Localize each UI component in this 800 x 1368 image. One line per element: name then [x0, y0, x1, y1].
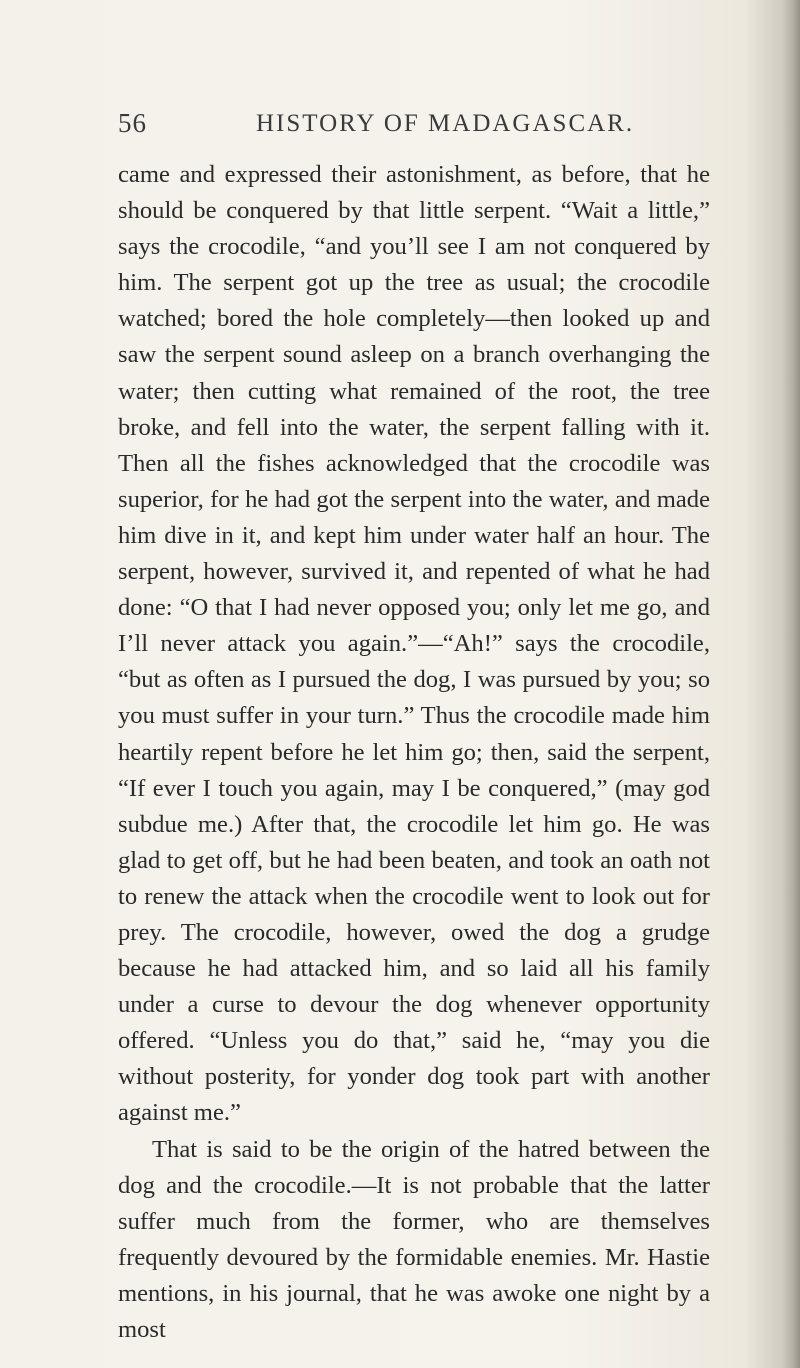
page-edge-shadow: [782, 0, 800, 1368]
running-head-title: HISTORY OF MADAGASCAR.: [256, 110, 635, 137]
paragraph-continued: came and expressed their astonishment, as before, that he should be conquered by that little serpent. “Wait a little,” says the crocodile, “and you’ll see I am not conquered by him. The serpent got up the tree as usual; the crocodile watched; bored the hole completely—then looked up and saw the serpent sound asleep on a branch overhanging the water; then cutting what remained of the root, the tree broke, and fell into the water, the serpent falling with it. Then all the fishes acknowledged that the crocodile was superior, for he had got the serpent into the water, and made him dive in it, and kept him under water half an hour. The serpent, however, survived it, and repented of what he had done: “O that I had never opposed you; only let me go, and I’ll never attack you again.”—“Ah!” says the crocodile, “but as often as I pursued the dog, I was pursued by you; so you must suffer in your turn.” Thus the crocodile made him heartily repent before he let him go; then, said the serpent, “If ever I touch you again, may I be conquered,” (may god subdue me.) After that, the crocodile let him go. He was glad to get off, but he had been beaten, and took an oath not to renew the attack when the crocodile went to look out for prey. The crocodile, however, owed the dog a grudge because he had attacked him, and so laid all his family under a curse to devour the dog whenever opportunity offered. “Unless you do that,” said he, “may you die without posterity, for yonder dog took part with another against me.”: [118, 161, 710, 1127]
body-text: [118, 157, 710, 1348]
paragraph: That is said to be the origin of the hatred between the dog and the crocodile.—It is not probable that the latter suffer much from the former, who are themselves frequently devoured by the formidable enemies. Mr. Hastie mentions, in his journal, that he was awoke one night by a most: [118, 1135, 710, 1343]
page-number: 56: [118, 108, 147, 138]
running-head: [118, 108, 718, 144]
